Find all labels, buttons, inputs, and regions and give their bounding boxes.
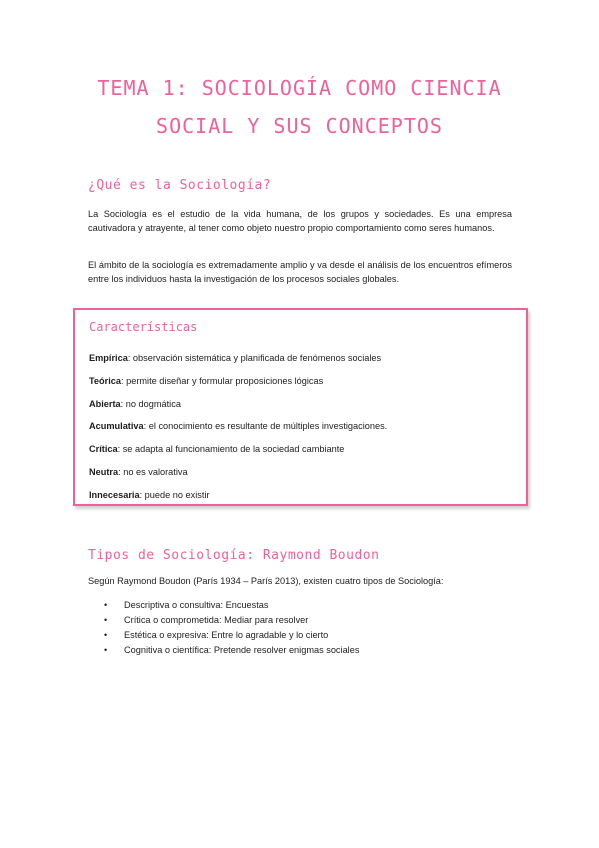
characteristic-desc: : no dogmática <box>120 399 181 409</box>
characteristic-item <box>89 443 344 455</box>
list-item <box>104 643 359 658</box>
characteristic-item <box>89 352 381 364</box>
characteristic-term: Neutra <box>89 467 119 477</box>
characteristic-desc: : se adapta al funcionamiento de la sociedad cambiante <box>117 444 345 454</box>
section-heading-types: Tipos de Sociología: Raymond Boudon <box>88 548 380 563</box>
characteristic-item <box>89 420 387 432</box>
characteristic-term: Teórica <box>89 376 121 386</box>
characteristic-term: Empírica <box>89 353 128 363</box>
characteristic-item <box>89 489 210 501</box>
bullet-icon: • <box>104 615 108 625</box>
paragraph-scope: El ámbito de la sociología es extremadamente amplio y va desde el análisis de los encuentros efímeros entre los individuos hasta la investigación de los procesos sociales globales. <box>88 260 512 284</box>
characteristics-heading: Características <box>89 320 198 334</box>
characteristic-desc: : puede no existir <box>139 490 210 500</box>
bullet-icon: • <box>104 600 108 610</box>
characteristic-term: Abierta <box>89 399 121 409</box>
bullet-icon: • <box>104 645 108 655</box>
section-heading-what-is: ¿Qué es la Sociología? <box>88 178 272 193</box>
characteristics-box <box>73 308 528 506</box>
document-title-line-1: TEMA 1: SOCIOLOGÍA COMO CIENCIA <box>97 76 502 100</box>
characteristic-item <box>89 375 323 387</box>
characteristic-desc: : el conocimiento es resultante de múltiples investigaciones. <box>143 421 388 431</box>
characteristic-term: Innecesaria <box>89 490 140 500</box>
list-item <box>104 613 359 628</box>
list-item-text: Descriptiva o consultiva: Encuestas <box>124 600 269 610</box>
characteristic-item <box>89 398 181 410</box>
paragraph-definition: La Sociología es el estudio de la vida humana, de los grupos y sociedades. Es una empresa cautivadora y atrayente, al tener como objeto nuestro propio comportamiento como seres humanos. <box>88 209 512 233</box>
types-intro: Según Raymond Boudon (París 1934 – París 2013), existen cuatro tipos de Sociología: <box>88 576 444 586</box>
characteristic-term: Crítica <box>89 444 118 454</box>
characteristic-desc: : observación sistemática y planificada de fenómenos sociales <box>127 353 382 363</box>
characteristic-desc: : permite diseñar y formular proposiciones lógicas <box>121 376 324 386</box>
types-list <box>104 598 359 658</box>
document-title-line-2: SOCIAL Y SUS CONCEPTOS <box>156 114 443 138</box>
bullet-icon: • <box>104 630 108 640</box>
characteristic-desc: : no es valorativa <box>118 467 188 477</box>
list-item-text: Crítica o comprometida: Mediar para resolver <box>124 615 309 625</box>
characteristic-term: Acumulativa <box>89 421 144 431</box>
characteristic-item <box>89 466 188 478</box>
list-item-text: Cognitiva o científica: Pretende resolver enigmas sociales <box>124 645 360 655</box>
list-item-text: Estética o expresiva: Entre lo agradable y lo cierto <box>124 630 329 640</box>
list-item <box>104 598 359 613</box>
list-item <box>104 628 359 643</box>
